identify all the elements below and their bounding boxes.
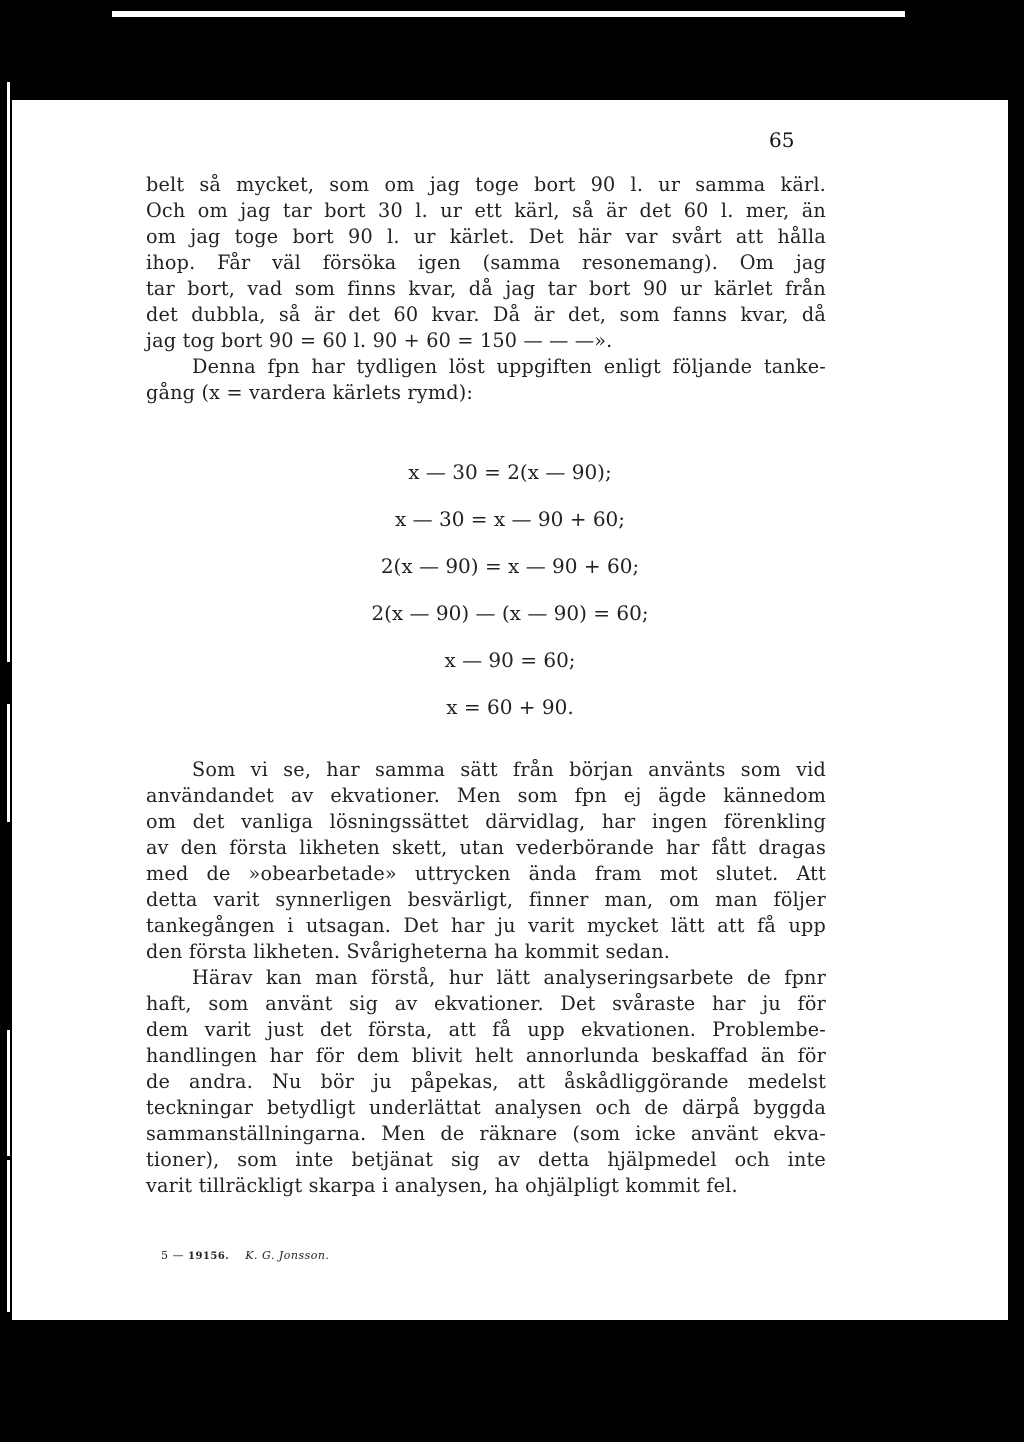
text-line: den första likheten. Svårigheterna ha kommit sedan. — [146, 940, 671, 963]
author-name: K. G. Jonsson. — [245, 1249, 330, 1262]
text-line: av den första likheten skett, utan vederbörande har fått dragas — [146, 836, 826, 859]
equation: 2(x — 90) — (x — 90) = 60; — [371, 601, 649, 625]
text-line: Och om jag tar bort 30 l. ur ett kärl, så är det 60 l. mer, än — [146, 199, 826, 222]
text-line: varit tillräckligt skarpa i analysen, ha ohjälpligt kommit fel. — [146, 1174, 738, 1197]
equation: x — 90 = 60; — [444, 648, 576, 672]
text-line: handlingen har för dem blivit helt annorlunda beskaffad än för — [146, 1044, 826, 1067]
text-line: det dubbla, så är det 60 kvar. Då är det, som fanns kvar, då — [146, 303, 826, 326]
equation: x = 60 + 90. — [446, 695, 574, 719]
text-line: användandet av ekvationer. Men som fpn ej ägde kännedom — [146, 784, 826, 807]
text-line: sammanställningarna. Men de räknare (som icke använt ekva- — [146, 1122, 826, 1145]
text-line: Härav kan man förstå, hur lätt analyseringsarbete de fpnr — [192, 966, 826, 989]
text-line: ihop. Får väl försöka igen (samma resonemang). Om jag — [146, 251, 826, 274]
text-line: detta varit synnerligen besvärligt, finner man, om man följer — [146, 888, 826, 911]
text-line: belt så mycket, som om jag toge bort 90 l. ur samma kärl. — [146, 173, 826, 196]
text-line: Denna fpn har tydligen löst uppgiften enligt följande tanke- — [192, 355, 826, 378]
scan-top-edge — [112, 11, 905, 17]
text-line: teckningar betydligt underlättat analysen och de därpå byggda — [146, 1096, 826, 1119]
equation: x — 30 = x — 90 + 60; — [394, 507, 626, 531]
text-line: gång (x = vardera kärlets rymd): — [146, 381, 474, 404]
text-line: tankegången i utsagan. Det har ju varit mycket lätt att få upp — [146, 914, 826, 937]
equation: 2(x — 90) = x — 90 + 60; — [380, 554, 640, 578]
book-page — [12, 100, 1008, 1320]
text-line: dem varit just det första, att få upp ekvationen. Problembe- — [146, 1018, 826, 1041]
equation: x — 30 = 2(x — 90); — [408, 460, 612, 484]
text-line: Som vi se, har samma sätt från början använts som vid — [192, 758, 826, 781]
text-line: haft, som använt sig av ekvationer. Det svåraste har ju för — [146, 992, 826, 1015]
paragraph-1 — [146, 172, 826, 406]
scan-left-edge — [7, 1030, 10, 1156]
signature-mark: 5 — — [161, 1249, 184, 1262]
paragraph-2 — [146, 757, 826, 1199]
text-line: tar bort, vad som finns kvar, då jag tar bort 90 ur kärlet från — [146, 277, 826, 300]
print-code: 19156. — [188, 1251, 230, 1262]
scan-left-edge — [7, 1160, 10, 1312]
scan-left-edge — [7, 82, 10, 662]
text-line: med de »obearbetade» uttrycken ända fram mot slutet. Att — [146, 862, 826, 885]
scan-left-edge — [7, 704, 10, 822]
text-line: tioner), som inte betjänat sig av detta hjälpmedel och inte — [146, 1148, 826, 1171]
text-line: de andra. Nu bör ju påpekas, att åskådliggörande medelst — [146, 1070, 826, 1093]
text-line: jag tog bort 90 = 60 l. 90 + 60 = 150 — — —». — [146, 329, 613, 352]
text-line: om det vanliga lösningssättet därvidlag, har ingen förenkling — [146, 810, 826, 833]
page-footer — [161, 1249, 330, 1262]
page-number: 65 — [769, 128, 795, 152]
text-line: om jag toge bort 90 l. ur kärlet. Det här var svårt att hålla — [146, 225, 826, 248]
